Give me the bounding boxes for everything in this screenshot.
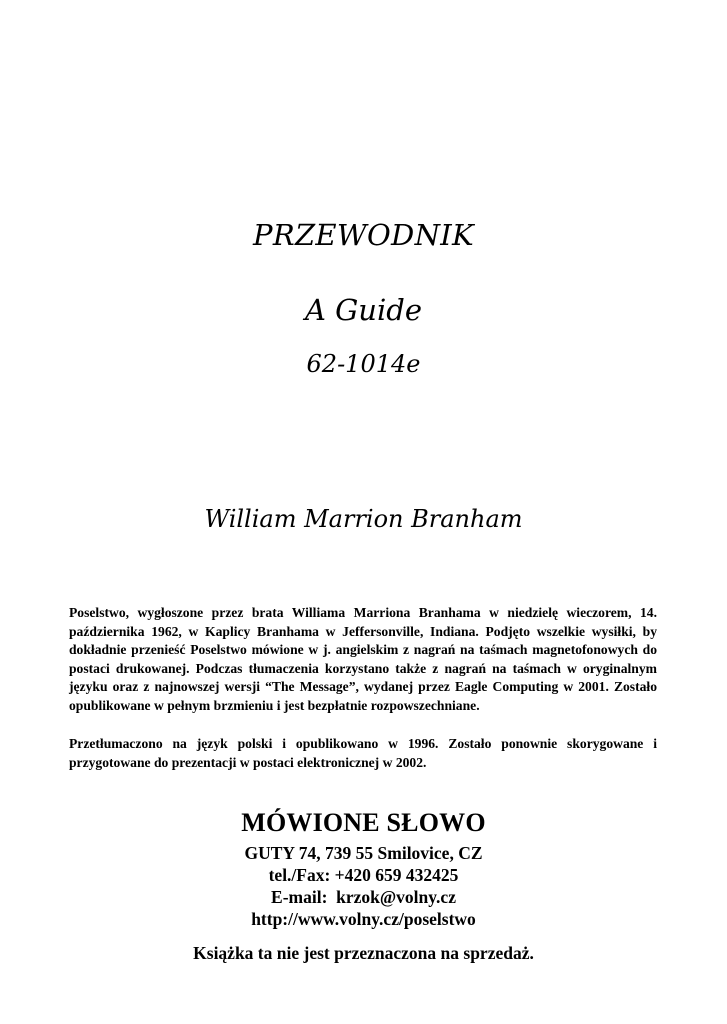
translation-note-paragraph: Przetłumaczono na język polski i opublikowano w 1996. Zostało ponownie skorygowane i przygotowane do prezentacji w postaci elektronicznej w 2002. xyxy=(69,736,657,770)
publisher-website: http://www.volny.cz/poselstwo xyxy=(251,909,476,929)
document-subtitle: A Guide xyxy=(304,293,422,327)
not-for-sale-notice: Książka ta nie jest przeznaczona na sprzedaż. xyxy=(193,943,534,963)
publisher-phone: tel./Fax: +420 659 432425 xyxy=(268,865,459,885)
author-name: William Marrion Branham xyxy=(204,505,523,533)
publisher-name: MÓWIONE SŁOWO xyxy=(241,808,486,837)
sermon-code: 62-1014e xyxy=(306,350,421,378)
description-paragraph: Poselstwo, wygłoszone przez brata Williama Marriona Branhama w niedzielę wieczorem, 14. października 1962, w Kaplicy Branhama w Jeffersonville, Indiana. Podjęto wszelkie wysiłki, by dokładnie przenieść Poselstwo mówione w j. angielskim z nagrań na taśmach magnetofonowych do postaci drukowanej. Podczas tłumaczenia korzystano także z nagrań na taśmach w oryginalnym języku oraz z najnowszej wersji “The Message”, wydanej przez Eagle Computing w 2001. Zostało opublikowane w pełnym brzmieniu i jest bezpłatnie rozpowszechniane. xyxy=(69,605,657,713)
publisher-email: E-mail: krzok@volny.cz xyxy=(271,887,456,907)
publisher-address: GUTY 74, 739 55 Smilovice, CZ xyxy=(244,843,483,863)
document-title: PRZEWODNIK xyxy=(253,218,474,252)
